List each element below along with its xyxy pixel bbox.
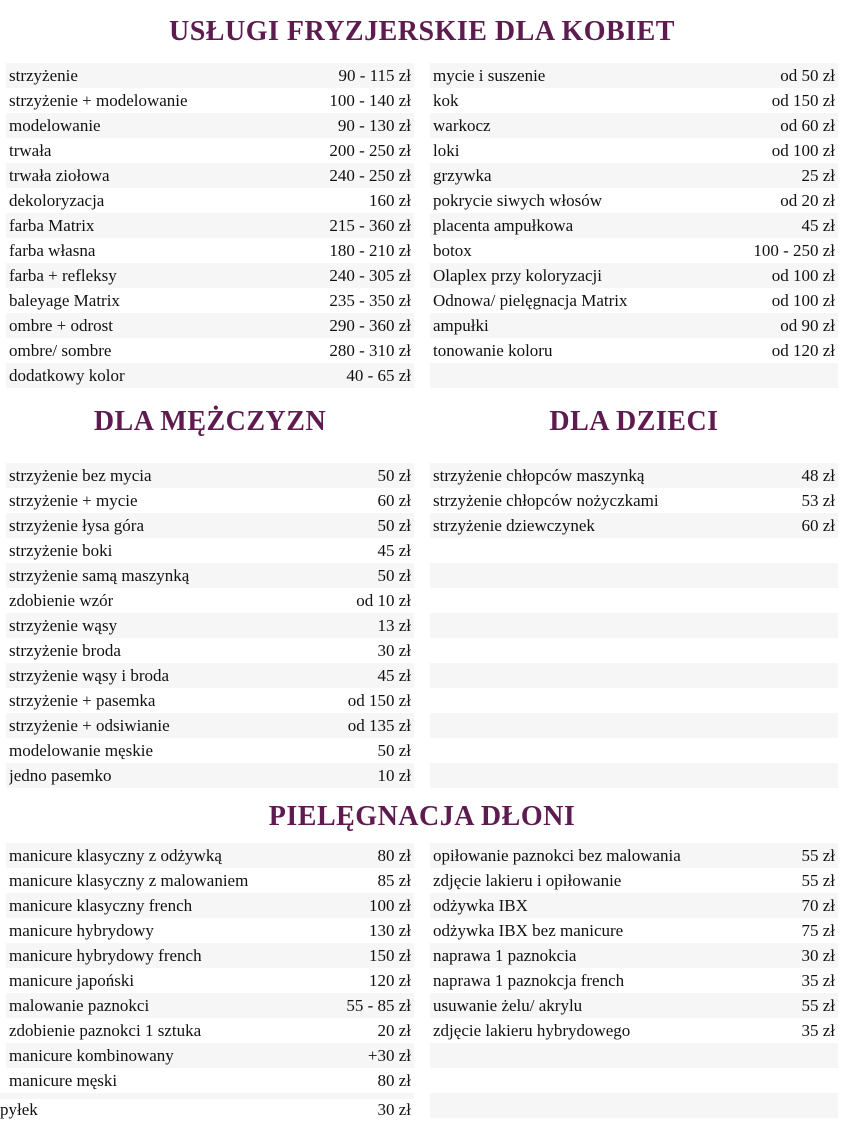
hands-left-column bbox=[0, 843, 414, 1121]
service-name: ampułki bbox=[433, 315, 489, 335]
price-row bbox=[6, 688, 414, 713]
price-row bbox=[6, 663, 414, 688]
price-row bbox=[6, 943, 414, 968]
service-price: 40 - 65 zł bbox=[346, 365, 411, 385]
service-name: mycie i suszenie bbox=[433, 65, 546, 85]
service-price: 10 zł bbox=[377, 765, 411, 785]
service-name: jedno pasemko bbox=[9, 765, 112, 785]
price-row bbox=[430, 63, 838, 88]
service-name: strzyżenie bez mycia bbox=[9, 465, 152, 485]
service-price: 80 zł bbox=[377, 1070, 411, 1090]
service-name: strzyżenie boki bbox=[9, 540, 113, 560]
service-name: tonowanie koloru bbox=[433, 340, 553, 360]
service-name: grzywka bbox=[433, 165, 492, 185]
price-row-empty bbox=[430, 738, 838, 763]
service-price: 45 zł bbox=[801, 215, 835, 235]
service-price: 240 - 305 zł bbox=[329, 265, 411, 285]
price-row bbox=[6, 1068, 414, 1093]
service-price: od 120 zł bbox=[771, 340, 835, 360]
price-row-empty bbox=[430, 763, 838, 788]
price-row bbox=[430, 238, 838, 263]
price-row bbox=[6, 638, 414, 663]
service-name: odżywka IBX bbox=[433, 895, 528, 915]
service-price: 120 zł bbox=[368, 970, 411, 990]
price-row bbox=[6, 968, 414, 993]
price-row bbox=[430, 488, 838, 513]
price-row bbox=[6, 613, 414, 638]
price-row bbox=[6, 263, 414, 288]
hands-right-column bbox=[430, 843, 838, 1121]
price-row bbox=[6, 288, 414, 313]
price-row bbox=[6, 113, 414, 138]
service-price: od 60 zł bbox=[780, 115, 835, 135]
section-title-men: DLA MĘŻCZYZN bbox=[93, 406, 327, 437]
service-price: 13 zł bbox=[377, 615, 411, 635]
price-row-empty bbox=[430, 538, 838, 563]
service-price: 235 - 350 zł bbox=[329, 290, 411, 310]
price-row bbox=[6, 88, 414, 113]
service-name: ombre + odrost bbox=[9, 315, 114, 335]
service-name: strzyżenie + odsiwianie bbox=[9, 715, 170, 735]
price-row-empty bbox=[430, 713, 838, 738]
service-price: od 100 zł bbox=[771, 140, 835, 160]
price-row bbox=[6, 488, 414, 513]
men-column bbox=[6, 463, 414, 788]
price-row bbox=[430, 288, 838, 313]
price-row bbox=[430, 163, 838, 188]
price-row bbox=[6, 238, 414, 263]
service-name: farba Matrix bbox=[9, 215, 95, 235]
service-price: 280 - 310 zł bbox=[329, 340, 411, 360]
service-name: placenta ampułkowa bbox=[433, 215, 574, 235]
service-price: 130 zł bbox=[368, 920, 411, 940]
price-row bbox=[430, 893, 838, 918]
service-price: 100 - 250 zł bbox=[753, 240, 835, 260]
service-name: strzyżenie + modelowanie bbox=[9, 90, 188, 110]
price-row bbox=[6, 138, 414, 163]
service-price: od 150 zł bbox=[771, 90, 835, 110]
price-row bbox=[430, 918, 838, 943]
price-row bbox=[430, 1018, 838, 1043]
section-title-hands: PIELĘGNACJA DŁONI bbox=[268, 801, 576, 832]
price-row bbox=[430, 993, 838, 1018]
price-row bbox=[6, 338, 414, 363]
service-name: manicure klasyczny z malowaniem bbox=[9, 870, 249, 890]
service-price: 45 zł bbox=[377, 540, 411, 560]
service-name: strzyżenie chłopców nożyczkami bbox=[433, 490, 659, 510]
service-name: strzyżenie broda bbox=[9, 640, 121, 660]
service-name: kok bbox=[433, 90, 459, 110]
service-price: od 50 zł bbox=[780, 65, 835, 85]
service-price: 70 zł bbox=[801, 895, 835, 915]
service-price: 85 zł bbox=[377, 870, 411, 890]
price-row-empty bbox=[430, 688, 838, 713]
price-row-empty bbox=[430, 363, 838, 388]
price-row bbox=[6, 993, 414, 1018]
men-children-price-table bbox=[0, 463, 844, 788]
price-row bbox=[6, 63, 414, 88]
service-name: strzyżenie + mycie bbox=[9, 490, 138, 510]
price-row-empty bbox=[430, 1068, 838, 1093]
price-row bbox=[6, 538, 414, 563]
service-price: od 100 zł bbox=[771, 290, 835, 310]
service-name: manicure hybrydowy french bbox=[9, 945, 202, 965]
price-row-empty bbox=[430, 638, 838, 663]
price-row bbox=[430, 868, 838, 893]
service-price: 55 zł bbox=[801, 995, 835, 1015]
service-price: 53 zł bbox=[801, 490, 835, 510]
service-name: trwała bbox=[9, 140, 52, 160]
price-row bbox=[430, 338, 838, 363]
price-row-empty bbox=[430, 613, 838, 638]
service-price: 80 zł bbox=[377, 845, 411, 865]
service-name: zdjęcie lakieru i opiłowanie bbox=[433, 870, 622, 890]
service-price: 290 - 360 zł bbox=[329, 315, 411, 335]
women-right-column bbox=[430, 63, 838, 388]
service-price: od 90 zł bbox=[780, 315, 835, 335]
price-row bbox=[430, 968, 838, 993]
price-row bbox=[430, 513, 838, 538]
service-name: ombre/ sombre bbox=[9, 340, 112, 360]
price-row bbox=[6, 763, 414, 788]
service-price: 55 zł bbox=[801, 870, 835, 890]
service-price: od 150 zł bbox=[347, 690, 411, 710]
service-name: malowanie paznokci bbox=[9, 995, 150, 1015]
service-price: +30 zł bbox=[367, 1045, 411, 1065]
section-title-children: DLA DZIECI bbox=[549, 406, 719, 437]
price-row bbox=[6, 868, 414, 893]
price-row bbox=[6, 1018, 414, 1043]
service-name: zdjęcie lakieru hybrydowego bbox=[433, 1020, 631, 1040]
service-price: 20 zł bbox=[377, 1020, 411, 1040]
price-row-empty bbox=[430, 663, 838, 688]
service-price: 50 zł bbox=[377, 465, 411, 485]
price-row bbox=[6, 563, 414, 588]
service-name: odżywka IBX bez manicure bbox=[433, 920, 624, 940]
service-price: 100 zł bbox=[368, 895, 411, 915]
price-row bbox=[6, 843, 414, 868]
service-name: strzyżenie + pasemka bbox=[9, 690, 156, 710]
service-name: manicure hybrydowy bbox=[9, 920, 154, 940]
service-name: strzyżenie bbox=[9, 65, 78, 85]
service-name: strzyżenie samą maszynką bbox=[9, 565, 190, 585]
service-name: pyłek bbox=[0, 1100, 38, 1119]
service-price: 48 zł bbox=[801, 465, 835, 485]
service-name: dekoloryzacja bbox=[9, 190, 105, 210]
service-name: strzyżenie dziewczynek bbox=[433, 515, 595, 535]
price-row bbox=[430, 263, 838, 288]
price-row bbox=[6, 1043, 414, 1068]
price-row-empty bbox=[430, 588, 838, 613]
price-row bbox=[6, 188, 414, 213]
price-row bbox=[0, 1093, 414, 1121]
service-name: Olaplex przy koloryzacji bbox=[433, 265, 602, 285]
service-price: 150 zł bbox=[368, 945, 411, 965]
price-row bbox=[430, 213, 838, 238]
service-name: botox bbox=[433, 240, 472, 260]
service-name: warkocz bbox=[433, 115, 491, 135]
service-price: 200 - 250 zł bbox=[329, 140, 411, 160]
price-row-empty bbox=[430, 1093, 838, 1118]
service-name: strzyżenie łysa góra bbox=[9, 515, 144, 535]
service-price: 90 - 130 zł bbox=[337, 115, 411, 135]
service-price: od 135 zł bbox=[347, 715, 411, 735]
service-price: od 100 zł bbox=[771, 265, 835, 285]
service-price: 50 zł bbox=[377, 515, 411, 535]
children-column bbox=[430, 463, 838, 788]
subsection-headers bbox=[0, 388, 844, 463]
price-row bbox=[6, 213, 414, 238]
service-price: od 20 zł bbox=[780, 190, 835, 210]
service-name: dodatkowy kolor bbox=[9, 365, 125, 385]
price-row bbox=[430, 113, 838, 138]
price-row bbox=[6, 513, 414, 538]
service-name: loki bbox=[433, 140, 460, 160]
price-row bbox=[6, 918, 414, 943]
service-price: 50 zł bbox=[377, 565, 411, 585]
price-row-empty bbox=[430, 563, 838, 588]
service-name: modelowanie bbox=[9, 115, 101, 135]
service-price: 45 zł bbox=[377, 665, 411, 685]
price-row bbox=[6, 738, 414, 763]
service-name: manicure klasyczny z odżywką bbox=[9, 845, 222, 865]
service-price: 55 - 85 zł bbox=[346, 995, 411, 1015]
service-name: modelowanie męskie bbox=[9, 740, 153, 760]
service-name: farba własna bbox=[9, 240, 96, 260]
price-row bbox=[6, 713, 414, 738]
section-title-women: USŁUGI FRYZJERSKIE DLA KOBIET bbox=[169, 16, 675, 47]
service-name: manicure japoński bbox=[9, 970, 135, 990]
service-name: zdobienie paznokci 1 sztuka bbox=[9, 1020, 202, 1040]
service-name: manicure klasyczny french bbox=[9, 895, 193, 915]
service-name: farba + refleksy bbox=[9, 265, 117, 285]
service-name: manicure męski bbox=[9, 1070, 118, 1090]
service-name: strzyżenie chłopców maszynką bbox=[433, 465, 645, 485]
price-row bbox=[430, 943, 838, 968]
service-name: strzyżenie wąsy bbox=[9, 615, 118, 635]
price-row bbox=[430, 843, 838, 868]
price-row-empty bbox=[430, 1043, 838, 1068]
service-price: 35 zł bbox=[801, 1020, 835, 1040]
service-price: 75 zł bbox=[801, 920, 835, 940]
women-left-column bbox=[6, 63, 414, 388]
price-row bbox=[6, 363, 414, 388]
service-price: 55 zł bbox=[801, 845, 835, 865]
service-name: baleyage Matrix bbox=[9, 290, 120, 310]
service-price: 100 - 140 zł bbox=[329, 90, 411, 110]
service-price: 25 zł bbox=[801, 165, 835, 185]
price-row bbox=[6, 463, 414, 488]
service-price: 35 zł bbox=[801, 970, 835, 990]
service-price: 30 zł bbox=[377, 640, 411, 660]
price-row bbox=[430, 138, 838, 163]
price-row bbox=[430, 463, 838, 488]
service-price: 180 - 210 zł bbox=[329, 240, 411, 260]
price-row bbox=[6, 893, 414, 918]
service-price: 50 zł bbox=[377, 740, 411, 760]
service-price: 30 zł bbox=[377, 1100, 411, 1119]
service-name: strzyżenie wąsy i broda bbox=[9, 665, 170, 685]
service-price: 160 zł bbox=[368, 190, 411, 210]
price-row bbox=[6, 588, 414, 613]
service-name: zdobienie wzór bbox=[9, 590, 114, 610]
price-row bbox=[430, 313, 838, 338]
service-name: Odnowa/ pielęgnacja Matrix bbox=[433, 290, 628, 310]
service-price: od 10 zł bbox=[356, 590, 411, 610]
service-name: naprawa 1 paznokcja french bbox=[433, 970, 625, 990]
service-name: trwała ziołowa bbox=[9, 165, 110, 185]
service-price: 60 zł bbox=[377, 490, 411, 510]
service-name: naprawa 1 paznokcia bbox=[433, 945, 577, 965]
price-row bbox=[6, 313, 414, 338]
price-row bbox=[6, 163, 414, 188]
price-row bbox=[430, 88, 838, 113]
women-price-table bbox=[0, 63, 844, 388]
hands-price-table bbox=[0, 843, 844, 1121]
service-name: pokrycie siwych włosów bbox=[433, 190, 603, 210]
service-price: 215 - 360 zł bbox=[329, 215, 411, 235]
service-price: 90 - 115 zł bbox=[338, 65, 411, 85]
service-price: 30 zł bbox=[801, 945, 835, 965]
service-price: 240 - 250 zł bbox=[329, 165, 411, 185]
service-name: manicure kombinowany bbox=[9, 1045, 174, 1065]
service-name: opiłowanie paznokci bez malowania bbox=[433, 845, 681, 865]
price-row bbox=[430, 188, 838, 213]
service-name: usuwanie żelu/ akrylu bbox=[433, 995, 583, 1015]
service-price: 60 zł bbox=[801, 515, 835, 535]
